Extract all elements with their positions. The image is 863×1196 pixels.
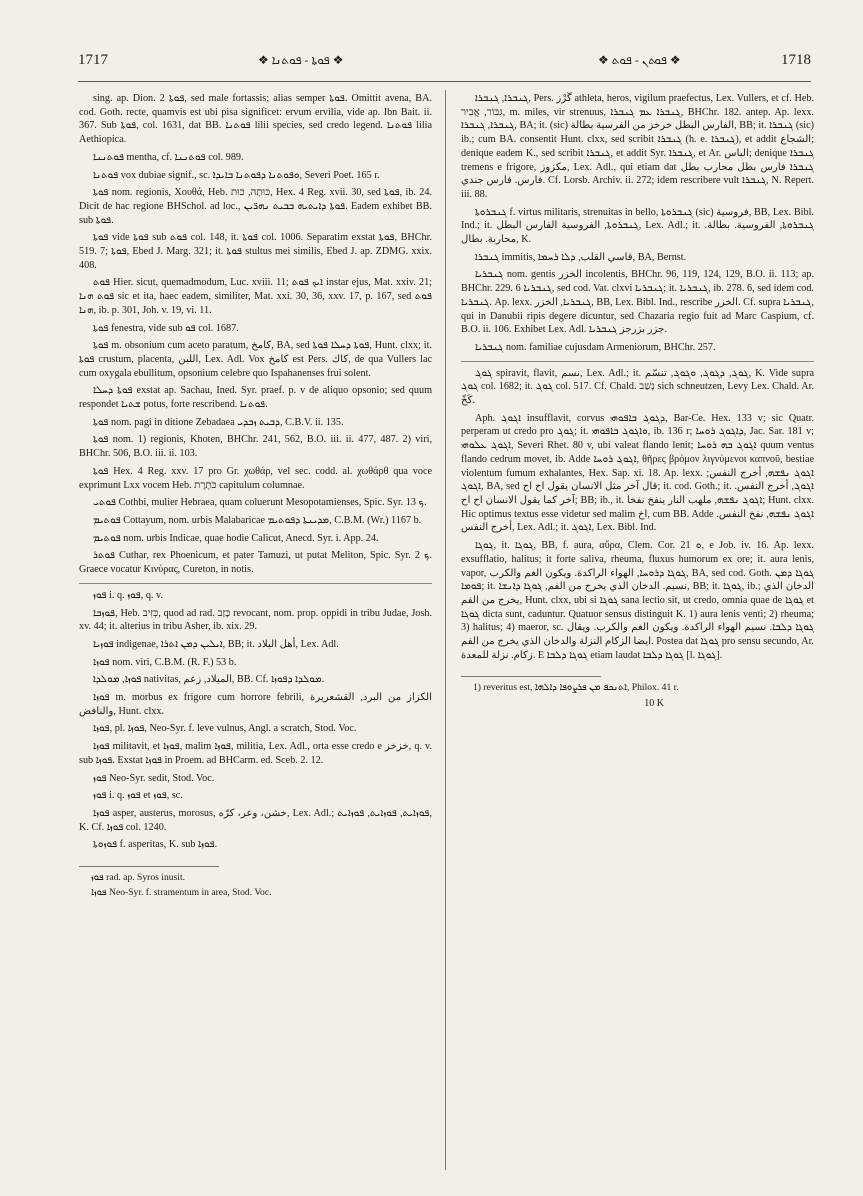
- footnote-rule: [461, 676, 601, 677]
- dictionary-entry: ܓܢܒܪܘܬܐ f. virtus militaris, strenuitas in bello, ܓܢܒܪܘܬܐ (sic) فروسية, BB, Lex. Bibl. Ind.; it. ܓܢܒܪܘܬܐ, الفروسية الفارس البطل, Lex. Adl.; it. ܓܢܒܪܘܬܐ, الفروسية. بطالة. محاربة. بطال, K.: [461, 206, 814, 246]
- dictionary-entry: ܦܘܙ rad. ap. Syros inusit.: [91, 872, 186, 884]
- header-rule: [78, 81, 811, 82]
- dictionary-entry: ܓܢܒܪܐ, ܓܢܒܪܐ, Pers. گُرْز athleta, heros, vigilum praefectus, Lex. Vullers, et cf. Heb. גִּבּוֹר, אֲבִיר, m. miles, vir strenuus, ܓܢܒܪܐ ܥܡ ܓܢܒܪܐ, BHChr. 182. antep. Ap. lexx. ܓܢܒܪܐ, ܓܢܒܪܐ, BA; it. (sic) الفارس البطل خرخز من الفرسية بطالة, BB; it. ܓܢܒܪܐ (sic) ib.; cum BA. consentit Hunt. clxx, sed scribit ܓܢܒܪܐ (h. e. ܓܢܒܪܐ), et addit الشجاع; denique eadem K., sed scribit ܓܢܒܪܐ, et addit Syr. ܓܢܒܪܐ, et Ar. الباس; denique ܓܢܒܪܐ tremens e frigore, مكزوز, Lex. Adl., qui etiam dat ܓܢܒܪܐ فارس بطل محارب بطل فارس. فارس جندي. Cf. Lorsb. Archiv. ii. 272; idem rescribere vult ܓܢܒܪܐ, N. Repert. iii. 88.: [461, 93, 814, 200]
- dictionary-entry: ܦܘܙ i. q. ܦܘܙ, q. v.: [79, 583, 432, 603]
- column-divider: [445, 90, 446, 1170]
- footnote: 1) reveritus est, ܐܬܢܟܦ ܡܢ ܦܪܨܘܦܐ ܕܐܠܗܐ, Philox. 41 r.: [473, 682, 679, 694]
- dictionary-entry: ܓܢܒܪܝܐ nom. familiae cujusdam Armeniorum, BHChr. 257.: [475, 341, 716, 353]
- dictionary-entry: ܦܘܬܐ m. obsonium cum aceto paratum, كامخ, BA, sed ܦܘܬܐ ܕܚܠܐ ܦܘܬܐ, Hunt. clxx; it. ܦܘܬܐ crustum, placenta, اللبن, Lex. Adl. Vox كامخ est Pers. كاك, de qua Vullers lac cum oxygala ebullitum, opsonium celebre quo Ispahanenses frui solent.: [79, 340, 432, 379]
- dictionary-entry: ܦܘܬܐ nom. pagi in ditione Zebadaea ܕܒܝܬ ܙܒܕܝ, C.B.V. ii. 135.: [93, 416, 344, 428]
- dictionary-entry: ܦܘܙ Neo-Syr. sedit, Stod. Voc.: [93, 772, 215, 784]
- dictionary-entry: ܦܘܬܝܡ nom. urbis Indicae, quae hodie Calicut, Anecd. Syr. i. App. 24.: [93, 532, 379, 544]
- right-column: [461, 92, 814, 1162]
- dictionary-entry: ܦܘܙܐ militavit, et ܦܘܙܐ, malim ܦܘܙܐ, militia, Lex. Adl., orta esse credo e خزخز, q. v. sub ܦܘܙܐ. Exstat ܦܘܙܐ in Proem. ad BHCarm. ed. Sceb. 2. 12.: [79, 741, 432, 766]
- running-head-right: ❖ ܦܘܬܢ - ܦܘܬ ❖: [598, 53, 681, 67]
- left-footer-rule: [79, 866, 219, 867]
- dictionary-entry: ܦܘܙܐ Neo-Syr. f. stramentum in area, Stod. Voc.: [91, 886, 272, 898]
- dictionary-entry: ܦܘܬܐ ܕܚܠܐ exstat ap. Sachau, Ined. Syr. praef. p. v de aliquo opsonio; sed quum respondet ܫܬܝܐ potus, forte rescribend. ܦܘܬܢܐ.: [79, 385, 432, 411]
- dictionary-entry: ܦܘܙܐ, ܡܘܠܕܐ nativitas, الميلاد, زعم, BB. Cf. ܡܘܠܕܐ ܕܦܘܙܐ.: [93, 674, 325, 686]
- dictionary-entry: ܓܢܒܪܐ immitis, قاسي القلب, ܕܠܐ ܪܚܡܐ, BA, Bernst.: [475, 251, 687, 263]
- dictionary-entry: ܦܘܙܘܬܐ f. asperitas, K. sub ܦܘܙܐ.: [93, 839, 218, 851]
- signature-mark: 10 K: [644, 697, 664, 709]
- dictionary-entry: ܦܘܙ i. q. ܦܘܙ et ܦܘܙ, sc.: [93, 790, 183, 802]
- dictionary-entry: ܦܘܙܒܐ, Heb. כְּזִיב, quod ad rad. כָּזַב revocant, nom. prop. oppidi in tribu Judae, Josh. xv. 44; it. alterius in tribu Asher, ib. xix. 29.: [79, 607, 432, 633]
- dictionary-entry: ܦܘܙܝܐ indigenae, ܐܝܠܝܢ ܕܡܢ ܐܬܪܐ, BB; it. أهل البلاد, Lex. Adl.: [93, 638, 339, 650]
- right-entries: [461, 92, 814, 662]
- dictionary-entry: ܦܘܙܐ, pl. ܦܘܙܐ, Neo-Syr. f. leve vulnus, Angl. a scratch, Stod. Voc.: [93, 723, 357, 735]
- dictionary-entry: ܦܘܬܐ vide ܦܘܬܐ sub ܦܘܬ col. 148, it. ܦܘܬܐ col. 1006. Separatim exstat ܦܘܬܐ, BHChr. 519. 7; ܦܘܬܐ, Ebed J. Marg. 321; it. ܦܘܬܐ stultus mei similis, Ebed J. ap. ZDMG. xxix. 408.: [79, 232, 432, 271]
- page-number-right: 1718: [781, 52, 811, 68]
- dictionary-entry: ܦܘܬ Hier. sicut, quemadmodum, Luc. xviii. 11; ܐܝܟ ܦܘܬ instar ejus, Mat. xxiv. 21; ܦܘܬ ܗܢܐ sic et ita, haec eadem, similiter, Mat. xxi. 30, 36, xxv. 17, p. 167, sed ܦܘܬ ܗܢܐ, ib. p. 301, Joh. v. 19, vi. 11.: [79, 277, 432, 316]
- dictionary-entry: ܦܘܙܐ m. morbus ex frigore cum horrore febrili, الكزاز من البرد, القشعريرة والنافض, Hunt. clxx.: [79, 692, 432, 717]
- left-footer: [79, 872, 432, 899]
- dictionary-entry: ܦܘܬܢܐ vox dubiae signif., sc. ܘܦܘܬܢܐ ܕܦܘܬܢܐ ܒܐܝܕܐ, Severi Poet. 165 r.: [93, 169, 380, 181]
- page-number-left: 1717: [78, 52, 108, 68]
- dictionary-entry: ܦܘܙܐ nom. viri, C.B.M. (R. F.) 53 b.: [93, 656, 237, 668]
- dictionary-entry: ܓܢܒܪܝܐ nom. gentis الخزر incolentis, BHChr. 96, 119, 124, 129, B.O. ii. 113; ap. BHChr. 229. 6 ܓܢܒܪܝܐ, sed cod. Vat. clxvi ܓܢܒܪܝܐ; it. ܓܢܒܪܝܐ, ib. 278. 6, sed idem cod. ܓܢܒܪܝܐ. Ap. lexx. ܓܢܒܪܝܐ, الخزر, BB, Lex. Bibl. Ind., rescribe الخزر. Cf. supra ܓܢܒܪܝܐ, qui in Danubii ripis degere dicuntur, sed Chazaria regio fuit ad Marc Caspium, cf. B.O. ii. 106. Exhibet Lex. Adl. جزر بزرجز ܓܢܒܪܝܐ.: [461, 269, 814, 336]
- dictionary-entry: ܦܘܬܐ nom. 1) regionis, Khoten, BHChr. 241, 562, B.O. iii. ii. 477, 487. 2) viri, BHChr. 506, B.O. iii. ii. 103.: [79, 434, 432, 460]
- running-head-left: ❖ ܦܘܬܐ - ܦܘܬܢܐ ❖: [258, 53, 344, 67]
- left-column: [79, 92, 432, 1172]
- page-header: [78, 52, 811, 74]
- dictionary-entry: ܦܘܬܐ fenestra, vide sub ܦܘ col. 1687.: [93, 322, 239, 334]
- dictionary-entry: ܦܘܙܐ asper, austerus, morosus, خشن، وعر، كرّه, Lex. Adl.; ܦܘܙܐܝܬ, ܦܘܙܐܝܬ, ܦܘܙܐܝܬ, K. Cf. ܦܘܙܐ col. 1240.: [79, 807, 432, 833]
- dictionary-entry: ܓܘܓ spiravit, flavit, نسم, Lex. Adl.; it. ܓܘܓ, ܕܓܘܓ, ܘܓܘܓ, تنسّم, K. Vide supra ܓܘܓ col. 1682; it. ܓܘܓ col. 517. Cf. Chald. נְשַׁב sich schneutzen, Levy Lex. Chald. Ar. كَخّ.: [461, 361, 814, 408]
- dictionary-entry: ܦܘܬܝܡ Cottayum, nom. urbis Malabaricae ܡܕܝܢܬܐ ܕܦܘܬܝܡ, C.B.M. (Wr.) 1167 b.: [93, 514, 422, 526]
- dictionary-entry: ܦܘܬܐ Hex. 4 Reg. xxv. 17 pro Gr. χωθάρ, vel sec. codd. al. χωθάρθ qua voce exprimunt Lxx vocem Heb. כֹּתֶרֶת capitulum columnae.: [79, 465, 432, 491]
- dictionary-entry: ܦܘܬܝ Cothbi, mulier Hebraea, quam coluerunt Mesopotamienses, Spic. Syr. ܟ 13.: [93, 497, 427, 509]
- dictionary-entry: ܦܘܬܪ Cuthar, rex Phoenicum, et pater Tamuzi, ut putat Meliton, Spic. Syr. ܟ 2. Graece vocatur Κινύρας, Cureton, in notis.: [79, 550, 432, 576]
- dictionary-entry: sing. ap. Dion. ܦܘܬܐ 2, sed male fortassis; alias semper ܦܘܬܐ. Omittit avena, BA. cod. Goth. recte, quamvis est ubi pisa significet: ervum ervilia, vide ap. Ibn Bait. ii. 367. Sub ܦܘܬܐ, col. 1631, dat BB. ܦܘܬܢܐ lilii species, sed credo legend. ܦܘܬܢܐ lilia Aethiopica.: [79, 93, 432, 146]
- dictionary-entry: ܦܘܬܢܢܐ mentha, cf. ܦܘܬܢܢܐ col. 989.: [93, 151, 244, 163]
- dictionary-entry: Aph. ܐܓܘܓ insufflavit, corvus ܕܓܘܓ ܒܐܦܘܗܝ, Bar-Ce. Hex. 133 v; sic Quatr. perperam ut credo pro ܓܘܓ; it. ܘܐܓܘܓ ܒܐܦܘܗܝ, ib. 136 r; ܕܐܓܘܓ ܪܘܚܐ, Jac. Sar. 181 v; ܐܓܘܓ ܥܠܘܗܝ, Severi Rhet. 80 v, ubi valeat flando lenit; ܐܓܘܓ ܒܗ ܪܘܚܐ quum ventus flando cedrum movet, ib. Adde ܐܓܘܓ ܪܘܚܐ, θῆρες βρόμον λιγνύμενοι καπνοῦ, bestiae violentum fumum exhalantes, Hex. Sap. xi. 18. Ap. lexx. ܐܓܘܓ ܢܦܫܗ, أخرج النفس; ܐܓܘܓ, BA, sed قال آخر مثل الانسان يقول اح اح; it. cod. Goth.; it. ܐܓܘܓ, أخرج النفس. آخر كما يقول الانسان اح اح; BB; ib., it. ܐܓܘܓ ܢܦܫܗ, ملهب النار ينفخ نفخا; Hunt. clxx. Hic optimus textus esse videtur sed malim اخ, cum BB. Adde ܐܓܘܓ ܢܦܫܗ, نفخ النفس. أخرج النفس, Lex. Adl.; it. ܐܓܘܓ, Lex. Bibl. Ind.: [461, 412, 814, 534]
- left-entries: [79, 92, 432, 852]
- dictionary-entry: ܓܘܓܐ, it. ܓܘܓܐ, BB, f. aura, αὔρα, Clem. Cor. ܘ 21, e Job. iv. 16. Ap. lexx. exsufflatio, halitus; it forte saliva, rheuma, fluxus humorum ex ore; it. aura lenis, vapor, ܓܘܓܐ ܕܪܘܚܐ, الهواء الراكدة. ويكون الغم والكرب, BA, sed cod. Goth. ܓܘܓܐ ܕܡܢ ܦܘܡܐ; it. نسيم. الدخان الذي يخرج من الفم, ܓܘܓܐ ܕܐܢܫܐ, BB; it. ܓܘܓܐ, ib.; الدخان الذي يخرج من الفم, Hunt. clxx, ubi si ܓܘܓܐ sana lectio sit, ut credo, omnia quae de ܓܘܓܐ et ܓܘܓܐ dicta sunt, caduntur. Quatuor sensus distinguit K. 1) aura lenis venti; 2) rheuma; 3) halitus; 4) maeror, sc. ܓܘܓܐ ܕܠܒܐ. نسيم الهواء الراكدة. ويكون الغم والكرب. ويقال ايضا الزكام النزلة والدخان الذي يخرج من الفم. Postea dat ܓܘܓܐ pro sensu secundo, Ar. زكام. نزلة للمعدة. E ܓܘܓܐ ܕܠܒܐ etiam laudat ܓܘܓܐ ܕܠܒܐ [l. ܓܘܓܐ].: [461, 540, 814, 661]
- dictionary-entry: ܦܘܬܐ nom. regionis, Χουθά, Heb. כּוּתָה, כּוּת, Hex. 4 Reg. xvii. 30, sed ܦܘܬܐ, ib. 24. Dicit de hac regione BHSchol. ad loc., ܦܘܬܐ ܕܐܝܬܝܗ ܒܒܝܬ ܢܗܪ̈ܝܢ. Eadem exhibet BB. sub ܦܘܬܐ.: [79, 187, 432, 226]
